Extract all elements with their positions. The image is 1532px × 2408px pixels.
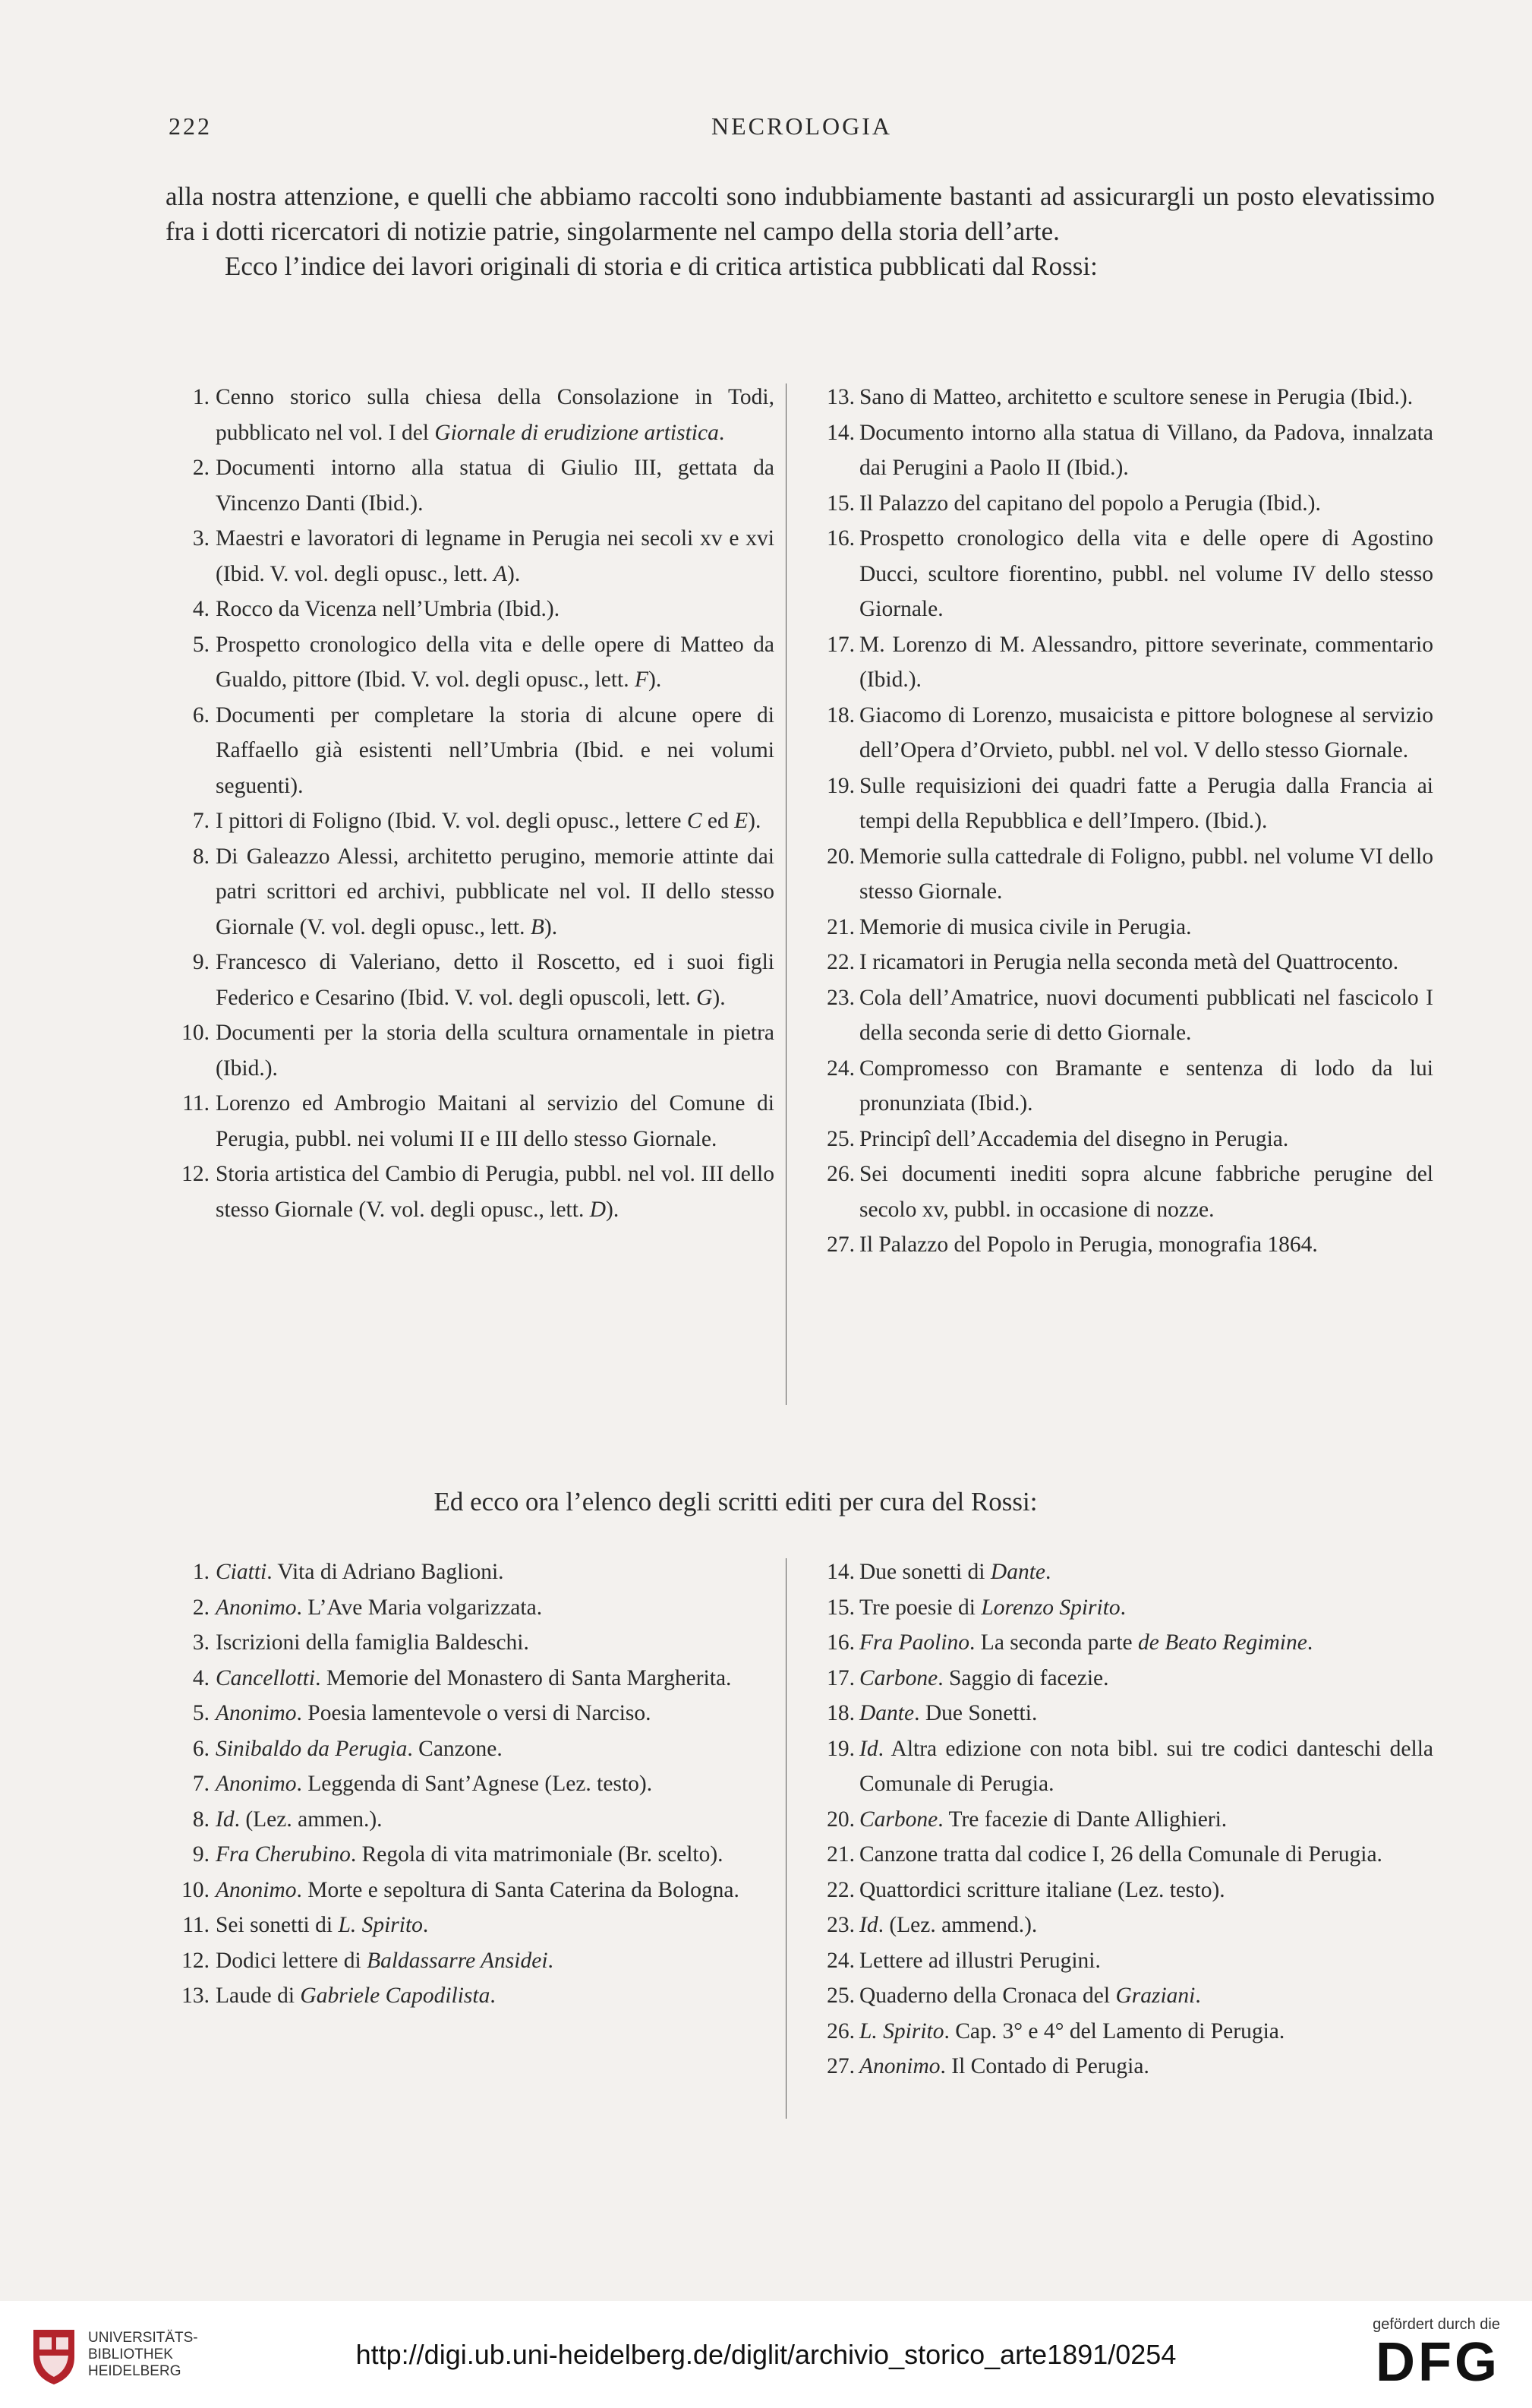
item-number: 2. — [192, 456, 210, 480]
list-item — [176, 1590, 774, 1626]
item-number: 1. — [192, 1560, 210, 1584]
item-text: . — [1120, 1595, 1127, 1620]
list-item — [820, 839, 1433, 910]
funder-logo[interactable] — [1373, 2316, 1500, 2391]
item-text: Sei documenti inediti sopra alcune fabbriche perugine del secolo xv, pubbl. in occasione di nozze. — [859, 1162, 1433, 1222]
item-number: 7. — [192, 1772, 210, 1796]
item-number: 15. — [827, 1595, 855, 1620]
item-text: Memorie sulla cattedrale di Foligno, pubbl. nel volume VI dello stesso Giornale. — [859, 844, 1433, 904]
item-italic-text: Carbone — [859, 1807, 938, 1832]
item-number: 19. — [827, 1736, 855, 1761]
item-text: . — [422, 1913, 429, 1937]
item-italic-text: G — [696, 985, 713, 1010]
item-text: Compromesso con Bramante e sentenza di lodo da lui pronunziata (Ibid.). — [859, 1056, 1433, 1116]
list-item — [176, 1086, 774, 1157]
item-italic-text: L. Spirito — [859, 2018, 944, 2043]
item-text: . Morte e sepoltura di Santa Caterina da Bologna. — [296, 1877, 739, 1902]
dfg-logo-text: DFG — [1376, 2332, 1500, 2393]
item-italic-text: Giornale di erudizione artistica — [434, 420, 719, 445]
library-name-line-2: BIBLIOTHEK — [88, 2346, 173, 2362]
item-italic-text: E — [734, 809, 749, 833]
item-number: 4. — [192, 1665, 210, 1690]
item-number: 9. — [192, 950, 210, 974]
item-number: 3. — [192, 1630, 210, 1655]
item-text: Lettere ad illustri Perugini. — [859, 1948, 1101, 1973]
item-text: Giacomo di Lorenzo, musaicista e pittore bolognese al servizio dell’Opera d’Orvieto, pubbl. nel vol. V dello stesso Giornale. — [859, 702, 1433, 762]
item-number: 18. — [827, 1701, 855, 1725]
item-text: . Il Contado di Perugia. — [940, 2054, 1149, 2078]
list-item — [176, 1015, 774, 1086]
list-item — [176, 1554, 774, 1590]
item-number: 1. — [192, 385, 210, 409]
item-number: 6. — [192, 702, 210, 727]
item-number: 14. — [827, 1560, 855, 1584]
item-text: Principî dell’Accademia del disegno in Perugia. — [859, 1126, 1289, 1151]
item-text: Laude di — [216, 1984, 301, 2008]
item-text: ed — [701, 809, 735, 833]
running-head — [169, 112, 1435, 146]
intro-paragraph-2: Ecco l’indice dei lavori originali di storia e di critica artistica pubblicati dal Rossi: — [225, 251, 1098, 281]
list-item — [820, 1227, 1433, 1263]
item-number: 18. — [827, 702, 855, 727]
item-italic-text: Sinibaldo da Perugia — [216, 1736, 408, 1761]
item-number: 24. — [827, 1948, 855, 1973]
item-number: 22. — [827, 1877, 855, 1902]
list-item — [176, 1943, 774, 1979]
item-italic-text: Fra Paolino — [859, 1630, 970, 1655]
list-item — [820, 1837, 1433, 1873]
item-italic-text: Baldassarre Ansidei — [367, 1948, 548, 1973]
item-number: 6. — [192, 1736, 210, 1761]
item-number: 25. — [827, 1984, 855, 2008]
item-italic-text: Anonimo — [216, 1595, 297, 1620]
list-item — [820, 1122, 1433, 1157]
list-item — [820, 1802, 1433, 1838]
item-text: . — [718, 420, 725, 445]
item-text: Tre poesie di — [859, 1595, 982, 1620]
item-italic-text: de Beato Regimine — [1138, 1630, 1307, 1655]
list-item — [820, 1157, 1433, 1227]
item-text: ). — [507, 561, 521, 586]
item-number: 13. — [827, 385, 855, 409]
list-item — [820, 415, 1433, 486]
list-item — [820, 1625, 1433, 1661]
list-item — [820, 1554, 1433, 1590]
item-text: M. Lorenzo di M. Alessandro, pittore severinate, commentario (Ibid.). — [859, 632, 1433, 692]
list-item — [176, 803, 774, 839]
item-number: 11. — [182, 1913, 210, 1937]
intro-paragraph-1: alla nostra attenzione, e quelli che abbiamo raccolti sono indubbiamente bastanti ad assicurargli un posto elevatissimo fra i dotti ricercatori di notizie patrie, singolarmente nel campo della storia dell’arte. — [165, 181, 1435, 246]
item-italic-text: Id — [859, 1913, 878, 1937]
list-item — [176, 521, 774, 592]
item-text: . — [1045, 1560, 1051, 1584]
item-number: 5. — [192, 1701, 210, 1725]
item-text: I pittori di Foligno (Ibid. V. vol. degli opusc., lettere — [216, 809, 687, 833]
list-item — [820, 1590, 1433, 1626]
item-number: 2. — [192, 1595, 210, 1620]
item-number: 24. — [827, 1056, 855, 1081]
item-number: 9. — [192, 1842, 210, 1867]
original-works-left-column — [176, 380, 774, 1227]
item-text: . Leggenda di Sant’Agnese (Lez. testo). — [296, 1772, 653, 1796]
item-text: Documenti per completare la storia di alcune opere di Raffaello già esistenti nell’Umbria (Ibid. e nei volumi seguenti). — [216, 702, 774, 798]
list-item — [176, 450, 774, 521]
item-text: Dodici lettere di — [216, 1948, 367, 1973]
list-item — [820, 521, 1433, 627]
item-number: 22. — [827, 950, 855, 974]
item-italic-text: Anonimo — [216, 1701, 297, 1725]
item-number: 20. — [827, 844, 855, 869]
item-italic-text: Anonimo — [216, 1772, 297, 1796]
list-item — [820, 1943, 1433, 1979]
item-text: Francesco di Valeriano, detto il Roscetto, ed i suoi figli Federico e Cesarino (Ibid. V. vol. degli opuscoli, lett. — [216, 950, 774, 1010]
item-number: 10. — [181, 1877, 210, 1902]
item-text: I ricamatori in Perugia nella seconda metà del Quattrocento. — [859, 950, 1399, 974]
item-text: . Canzone. — [407, 1736, 503, 1761]
item-italic-text: Cancellotti — [216, 1665, 316, 1690]
item-number: 7. — [192, 809, 210, 833]
item-number: 16. — [827, 526, 855, 551]
item-text: . — [490, 1984, 496, 2008]
item-text: Rocco da Vicenza nell’Umbria (Ibid.). — [216, 597, 560, 621]
item-text: Lorenzo ed Ambrogio Maitani al servizio del Comune di Perugia, pubbl. nei volumi II e III dello stesso Giornale. — [216, 1091, 774, 1151]
list-item — [820, 2049, 1433, 2085]
edited-works-left-column — [176, 1554, 774, 2014]
item-number: 10. — [181, 1021, 210, 1045]
footer-bar — [0, 2301, 1532, 2408]
edited-works-heading-text: Ed ecco ora l’elenco degli scritti editi per cura del Rossi: — [433, 1487, 1038, 1516]
list-item — [176, 1873, 774, 1908]
item-number: 23. — [827, 1913, 855, 1937]
item-number: 27. — [827, 1232, 855, 1257]
list-item — [820, 980, 1433, 1051]
item-text: Documenti per la storia della scultura ornamentale in pietra (Ibid.). — [216, 1021, 774, 1081]
list-item — [820, 1873, 1433, 1908]
item-number: 5. — [192, 632, 210, 657]
intro-text — [165, 179, 1435, 284]
item-text: . Tre facezie di Dante Allighieri. — [938, 1807, 1228, 1832]
item-italic-text: Id — [859, 1736, 878, 1761]
item-italic-text: Ciatti — [216, 1560, 267, 1584]
item-text: . Cap. 3° e 4° del Lamento di Perugia. — [944, 2018, 1285, 2043]
item-number: 15. — [827, 491, 855, 516]
item-text: . Altra edizione con nota bibl. sui tre codici danteschi della Comunale di Perugia. — [859, 1736, 1433, 1796]
item-text: Iscrizioni della famiglia Baldeschi. — [216, 1630, 529, 1655]
item-italic-text: B — [530, 914, 544, 939]
list-item — [820, 2014, 1433, 2050]
item-text: . (Lez. ammend.). — [878, 1913, 1038, 1937]
item-number: 26. — [827, 1162, 855, 1186]
list-item — [176, 1731, 774, 1767]
item-text: Canzone tratta dal codice I, 26 della Comunale di Perugia. — [859, 1842, 1382, 1867]
item-number: 8. — [192, 1807, 210, 1832]
library-name-line-1: UNIVERSITÄTS- — [88, 2330, 198, 2346]
list-item — [820, 627, 1433, 698]
item-italic-text: Anonimo — [859, 2054, 941, 2078]
list-item — [820, 1696, 1433, 1731]
list-item — [176, 839, 774, 945]
item-text: . (Lez. ammen.). — [234, 1807, 383, 1832]
item-text: Sano di Matteo, architetto e scultore senese in Perugia (Ibid.). — [859, 385, 1414, 409]
edited-works-right-column — [820, 1554, 1433, 2085]
item-text: Di Galeazzo Alessi, architetto perugino, memorie attinte dai patri scrittori ed archivi, pubblicate nel vol. II dello stesso Giornale (V. vol. degli opusc., lett. — [216, 844, 774, 939]
item-text: . — [1195, 1984, 1201, 2008]
original-works-right-column — [820, 380, 1433, 1263]
item-number: 14. — [827, 420, 855, 445]
list-item — [176, 1802, 774, 1838]
item-text: Sei sonetti di — [216, 1913, 339, 1937]
item-number: 17. — [827, 1665, 855, 1690]
item-number: 3. — [192, 526, 210, 551]
list-item — [820, 768, 1433, 839]
item-text: Prospetto cronologico della vita e delle opere di Matteo da Gualdo, pittore (Ibid. V. vol. degli opusc., lett. — [216, 632, 774, 692]
item-text: ). — [544, 914, 558, 939]
item-number: 13. — [181, 1984, 210, 2008]
item-number: 21. — [827, 1842, 855, 1867]
list-item — [176, 1766, 774, 1802]
item-italic-text: Anonimo — [216, 1877, 297, 1902]
item-number: 20. — [827, 1807, 855, 1832]
item-italic-text: Dante — [990, 1560, 1045, 1584]
library-name-line-3: HEIDELBERG — [88, 2363, 181, 2379]
item-text: Quattordici scritture italiane (Lez. testo). — [859, 1877, 1225, 1902]
item-number: 21. — [827, 914, 855, 939]
item-italic-text: D — [589, 1197, 607, 1222]
item-number: 23. — [827, 985, 855, 1010]
item-text: Maestri e lavoratori di legname in Perugia nei secoli xv e xvi (Ibid. V. vol. degli opusc., lett. — [216, 526, 774, 586]
list-item — [176, 1837, 774, 1873]
item-text: . Regola di vita matrimoniale (Br. scelto). — [350, 1842, 723, 1867]
item-text: Documento intorno alla statua di Villano, da Padova, innalzata dai Perugini a Paolo II (Ibid.). — [859, 420, 1433, 480]
item-italic-text: Carbone — [859, 1665, 938, 1690]
list-item — [176, 592, 774, 627]
item-text: . Due Sonetti. — [914, 1701, 1038, 1725]
item-number: 26. — [827, 2018, 855, 2043]
item-number: 17. — [827, 632, 855, 657]
list-item — [176, 1696, 774, 1731]
list-item — [176, 1661, 774, 1696]
list-item — [176, 1908, 774, 1943]
list-item — [176, 380, 774, 450]
item-text: . Saggio di facezie. — [938, 1665, 1109, 1690]
item-text: Sulle requisizioni dei quadri fatte a Perugia dalla Francia ai tempi della Repubblica e dell’Impero. (Ibid.). — [859, 773, 1433, 833]
list-item — [820, 945, 1433, 980]
item-text: Due sonetti di — [859, 1560, 991, 1584]
item-italic-text: Graziani — [1115, 1984, 1196, 2008]
item-italic-text: Dante — [859, 1701, 915, 1725]
item-text: ). — [606, 1197, 619, 1222]
item-number: 12. — [181, 1948, 210, 1973]
item-text: . Vita di Adriano Baglioni. — [266, 1560, 504, 1584]
item-number: 16. — [827, 1630, 855, 1655]
item-italic-text: Id — [216, 1807, 235, 1832]
item-italic-text: C — [686, 809, 702, 833]
edited-works-heading — [165, 1485, 1435, 1520]
item-text: . — [1307, 1630, 1313, 1655]
page-number: 222 — [169, 112, 212, 140]
item-text: Quaderno della Cronaca del — [859, 1984, 1116, 2008]
list-item — [176, 1978, 774, 2014]
item-number: 11. — [182, 1091, 210, 1116]
list-item — [176, 945, 774, 1015]
list-item — [820, 1661, 1433, 1696]
list-item — [176, 1157, 774, 1227]
item-text: Storia artistica del Cambio di Perugia, pubbl. nel vol. III dello stesso Giornale (V. vol. degli opusc., lett. — [216, 1162, 774, 1222]
item-number: 27. — [827, 2054, 855, 2078]
running-title: NECROLOGIA — [711, 112, 892, 140]
item-italic-text: Fra Cherubino — [216, 1842, 351, 1867]
item-italic-text: Lorenzo Spirito — [981, 1595, 1121, 1620]
item-italic-text: L. Spirito — [338, 1913, 423, 1937]
list-item — [820, 698, 1433, 768]
item-number: 19. — [827, 773, 855, 798]
list-item — [820, 1051, 1433, 1122]
list-item — [176, 627, 774, 698]
item-italic-text: Gabriele Capodilista — [300, 1984, 490, 2008]
list-item — [820, 1731, 1433, 1802]
item-text: . La seconda parte — [969, 1630, 1139, 1655]
item-italic-text: F — [634, 667, 649, 692]
list-item — [820, 486, 1433, 522]
item-text: Cenno storico sulla chiesa della Consolazione in Todi, pubblicato nel vol. I del — [216, 385, 774, 445]
item-number: 25. — [827, 1126, 855, 1151]
item-text: Il Palazzo del Popolo in Perugia, monografia 1864. — [859, 1232, 1318, 1257]
item-text: Prospetto cronologico della vita e delle opere di Agostino Ducci, scultore fiorentino, pubbl. nel volume IV dello stesso Giornale. — [859, 526, 1433, 621]
item-number: 12. — [181, 1162, 210, 1186]
list-item — [820, 1978, 1433, 2014]
item-text: . Poesia lamentevole o versi di Narciso. — [296, 1701, 651, 1725]
item-text: ). — [748, 809, 761, 833]
list-item — [820, 1908, 1433, 1943]
item-text: . — [547, 1948, 553, 1973]
item-text: ). — [648, 667, 662, 692]
item-text: . Memorie del Monastero di Santa Margherita. — [315, 1665, 732, 1690]
list-item — [176, 698, 774, 804]
item-text: ). — [712, 985, 726, 1010]
list-item — [820, 910, 1433, 945]
item-text: Memorie di musica civile in Perugia. — [859, 914, 1192, 939]
item-text: Cola dell’Amatrice, nuovi documenti pubblicati nel fascicolo I della seconda serie di detto Giornale. — [859, 985, 1433, 1045]
funded-by-label: gefördert durch die — [1373, 2316, 1500, 2333]
list-item — [820, 380, 1433, 415]
item-text: . L’Ave Maria volgarizzata. — [296, 1595, 543, 1620]
item-number: 8. — [192, 844, 210, 869]
list-item — [176, 1625, 774, 1661]
item-italic-text: A — [493, 561, 508, 586]
item-number: 4. — [192, 597, 210, 621]
source-url-link[interactable]: http://digi.ub.uni-heidelberg.de/diglit/archivio_storico_arte1891/0254 — [355, 2339, 1177, 2370]
item-text: Documenti intorno alla statua di Giulio III, gettata da Vincenzo Danti (Ibid.). — [216, 456, 774, 516]
item-text: Il Palazzo del capitano del popolo a Perugia (Ibid.). — [859, 491, 1321, 516]
